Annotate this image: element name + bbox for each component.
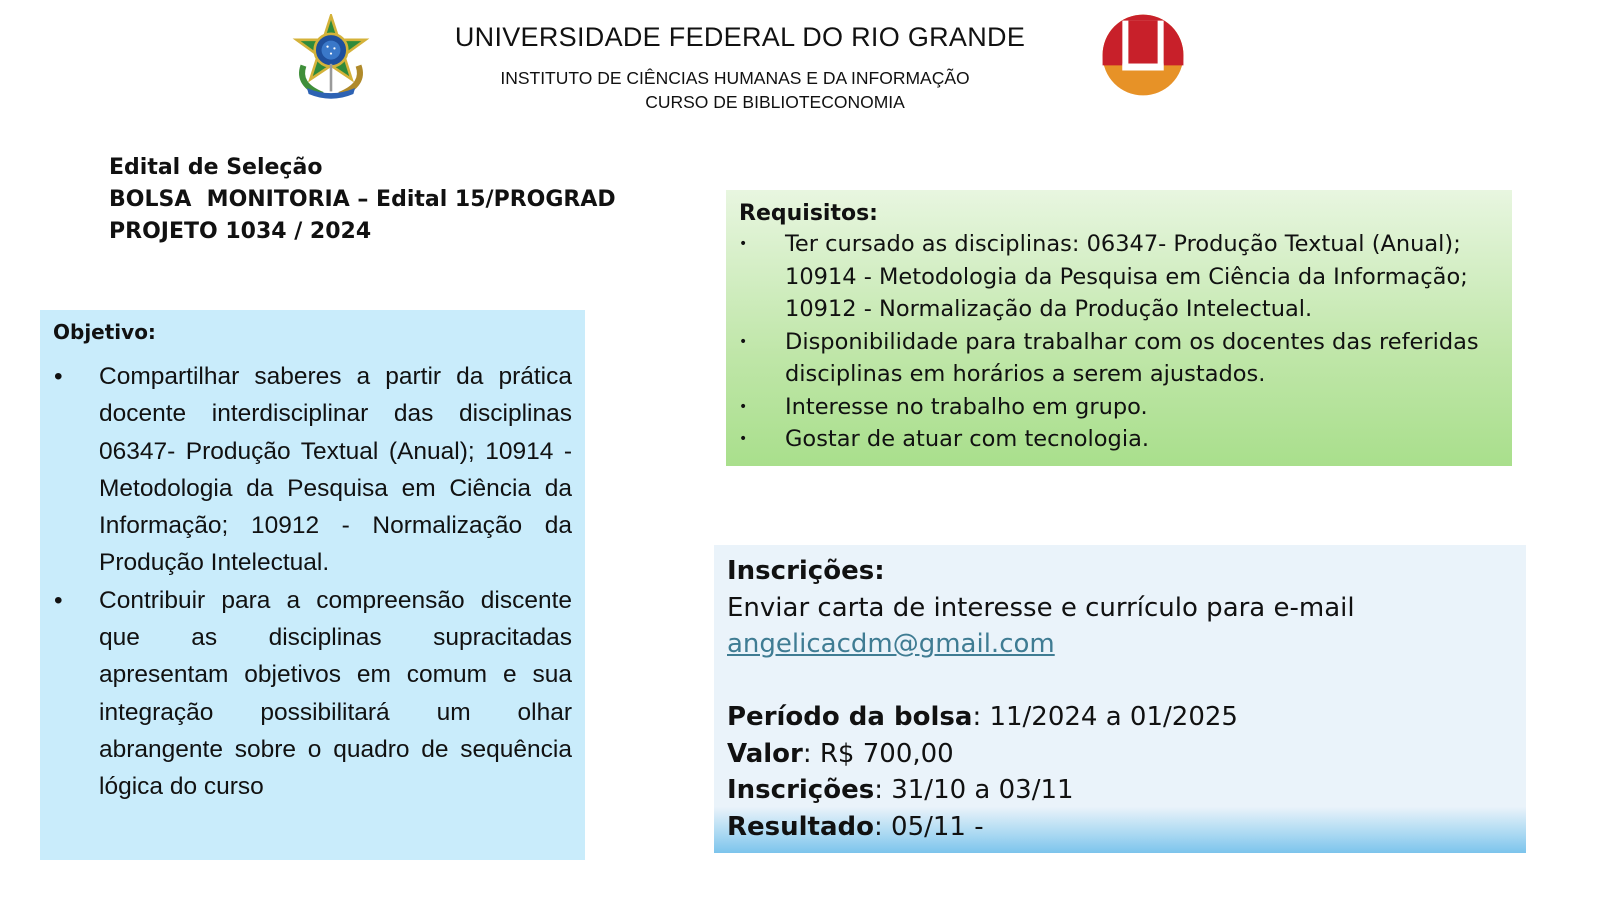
bullet-icon: •: [54, 586, 63, 614]
inscricoes-heading: Inscrições:: [727, 556, 885, 586]
requisito-item-text: Ter cursado as disciplinas: 06347- Produção Textual (Anual); 10914 - Metodologia da Pesquisa em Ciência da Informação; 10912 - Normalização da Produção Intelectual.: [785, 231, 1468, 322]
requisito-item-text: Interesse no trabalho em grupo.: [785, 393, 1148, 420]
edital-line-3: PROJETO 1034 / 2024: [109, 219, 372, 244]
objetivo-box: [40, 310, 585, 860]
edital-line-1: Edital de Seleção: [109, 155, 323, 180]
objetivo-item: [53, 582, 572, 806]
spacer: [727, 663, 1513, 700]
university-title: UNIVERSIDADE FEDERAL DO RIO GRANDE: [454, 22, 1026, 52]
requisito-item: [739, 423, 1500, 456]
bullet-icon: •: [739, 333, 748, 350]
resultado-value: : 05/11 -: [874, 811, 984, 842]
periodo-label: Período da bolsa: [727, 702, 973, 732]
requisitos-heading: Requisitos:: [739, 201, 878, 226]
inscricoes-label: Inscrições: [727, 775, 875, 805]
inscricoes-row: [727, 772, 1513, 809]
valor-label: Valor: [727, 738, 803, 769]
requisito-item-text: Gostar de atuar com tecnologia.: [785, 426, 1150, 452]
email-link[interactable]: angelicacdm@gmail.com: [727, 629, 1055, 659]
brazil-coat-of-arms-icon: [288, 14, 374, 100]
resultado-label: Resultado: [727, 811, 874, 842]
requisitos-list: [739, 228, 1500, 456]
objetivo-item-text: Contribuir para a compreensão discente que as disciplinas supracitadas apresentam objetivos em comum e sua integração possibilitará um olhar abrangente sobre o quadro de sequência lógica do curso: [99, 586, 572, 801]
objetivo-item: [53, 358, 572, 582]
course-name: CURSO DE BIBLIOTECONOMIA: [645, 92, 905, 112]
bullet-icon: •: [739, 398, 748, 415]
inscricoes-box: [714, 545, 1526, 853]
requisito-item-text: Disponibilidade para trabalhar com os docentes das referidas disciplinas em horários a serem ajustados.: [785, 328, 1479, 387]
inscricoes-instruction: Enviar carta de interesse e currículo para e-mail: [727, 592, 1355, 623]
objetivo-list: [53, 358, 572, 806]
edital-heading: [109, 152, 616, 248]
valor-value: : R$ 700,00: [802, 738, 954, 769]
bullet-icon: •: [54, 363, 63, 390]
requisito-item: [739, 228, 1500, 326]
furg-logo-icon: [1100, 12, 1186, 98]
bullet-icon: •: [739, 431, 748, 447]
requisito-item: [739, 391, 1500, 424]
valor-row: [727, 736, 1513, 773]
periodo-row: [727, 699, 1513, 736]
bullet-icon: •: [739, 236, 748, 252]
objetivo-heading: Objetivo:: [53, 320, 156, 344]
edital-line-2: BOLSA MONITORIA – Edital 15/PROGRAD: [109, 187, 616, 212]
requisitos-box: [726, 190, 1512, 466]
requisito-item: [739, 326, 1500, 391]
institute-name: INSTITUTO DE CIÊNCIAS HUMANAS E DA INFORMAÇÃO: [500, 68, 970, 88]
inscricoes-value: : 31/10 a 03/11: [874, 775, 1074, 805]
objetivo-item-text: Compartilhar saberes a partir da prática docente interdisciplinar das disciplinas 06347- Produção Textual (Anual); 10914 - Metodologia da Pesquisa em Ciência da Informação; 10912 - Normalização da Produção Intelectual.: [99, 363, 572, 577]
periodo-value: : 11/2024 a 01/2025: [972, 702, 1238, 732]
resultado-row: [727, 809, 1513, 846]
